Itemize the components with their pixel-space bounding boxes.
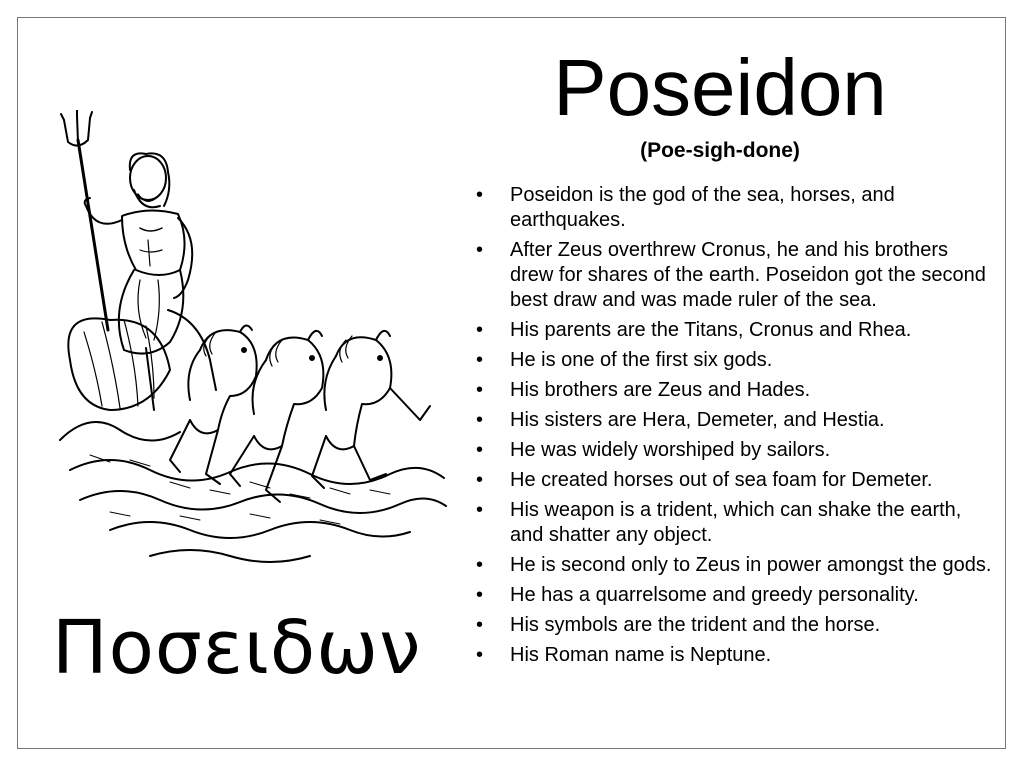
sea-horse-middle-icon [230, 331, 323, 502]
trident-icon [61, 110, 108, 330]
fact-text: His brothers are Zeus and Hades. [510, 379, 811, 401]
fact-text: He is second only to Zeus in power amongst the gods. [510, 554, 992, 576]
slide-title: Poseidon [553, 43, 887, 132]
bullet-icon: • [476, 349, 484, 371]
fact-text: After Zeus overthrew Cronus, he and his brothers drew for shares of the earth. Poseidon got the second best draw and was made ruler of the sea. [510, 239, 986, 311]
bullet-icon: • [476, 184, 484, 206]
bullet-icon: • [476, 409, 484, 431]
fact-text: His weapon is a trident, which can shake the earth, and shatter any object. [510, 499, 962, 546]
sea-horse-right-icon [312, 331, 430, 488]
fact-text: His Roman name is Neptune. [510, 644, 772, 666]
bullet-icon: • [476, 319, 484, 341]
bullet-icon: • [476, 469, 484, 491]
fact-item [466, 183, 996, 233]
bullet-icon: • [476, 239, 484, 261]
pronunciation-subtitle: (Poe-sigh-done) [640, 139, 800, 162]
fact-text: His sisters are Hera, Demeter, and Hestia. [510, 409, 885, 431]
fact-item [466, 408, 996, 433]
bullet-icon: • [476, 499, 484, 521]
facts-list [466, 183, 996, 673]
fact-item [466, 378, 996, 403]
fact-item [466, 318, 996, 343]
fact-item [466, 613, 996, 638]
fact-item [466, 643, 996, 668]
bullet-icon: • [476, 614, 484, 636]
fact-item [466, 238, 996, 313]
poseidon-chariot-illustration-icon [50, 110, 450, 570]
fact-item [466, 438, 996, 463]
fact-text: He was widely worshiped by sailors. [510, 439, 831, 461]
fact-item [466, 468, 996, 493]
bullet-icon: • [476, 644, 484, 666]
fact-text: He has a quarrelsome and greedy personality. [510, 584, 919, 606]
fact-item [466, 553, 996, 578]
fact-item [466, 348, 996, 373]
fact-text: He created horses out of sea foam for Demeter. [510, 469, 933, 491]
sea-hatching-icon [90, 455, 390, 524]
fact-item [466, 498, 996, 548]
sea-horse-left-icon [170, 325, 257, 484]
sea-waves-icon [60, 422, 446, 562]
fact-text: His symbols are the trident and the horse. [510, 614, 881, 636]
poseidon-figure-icon [85, 153, 216, 410]
fact-text: He is one of the first six gods. [510, 349, 773, 371]
fact-text: His parents are the Titans, Cronus and Rhea. [510, 319, 912, 341]
bullet-icon: • [476, 554, 484, 576]
fact-item [466, 583, 996, 608]
bullet-icon: • [476, 439, 484, 461]
manes-icon [204, 332, 352, 366]
fact-text: Poseidon is the god of the sea, horses, and earthquakes. [510, 184, 895, 231]
bullet-icon: • [476, 379, 484, 401]
bullet-icon: • [476, 584, 484, 606]
greek-name: Ποσειδων [52, 605, 422, 691]
